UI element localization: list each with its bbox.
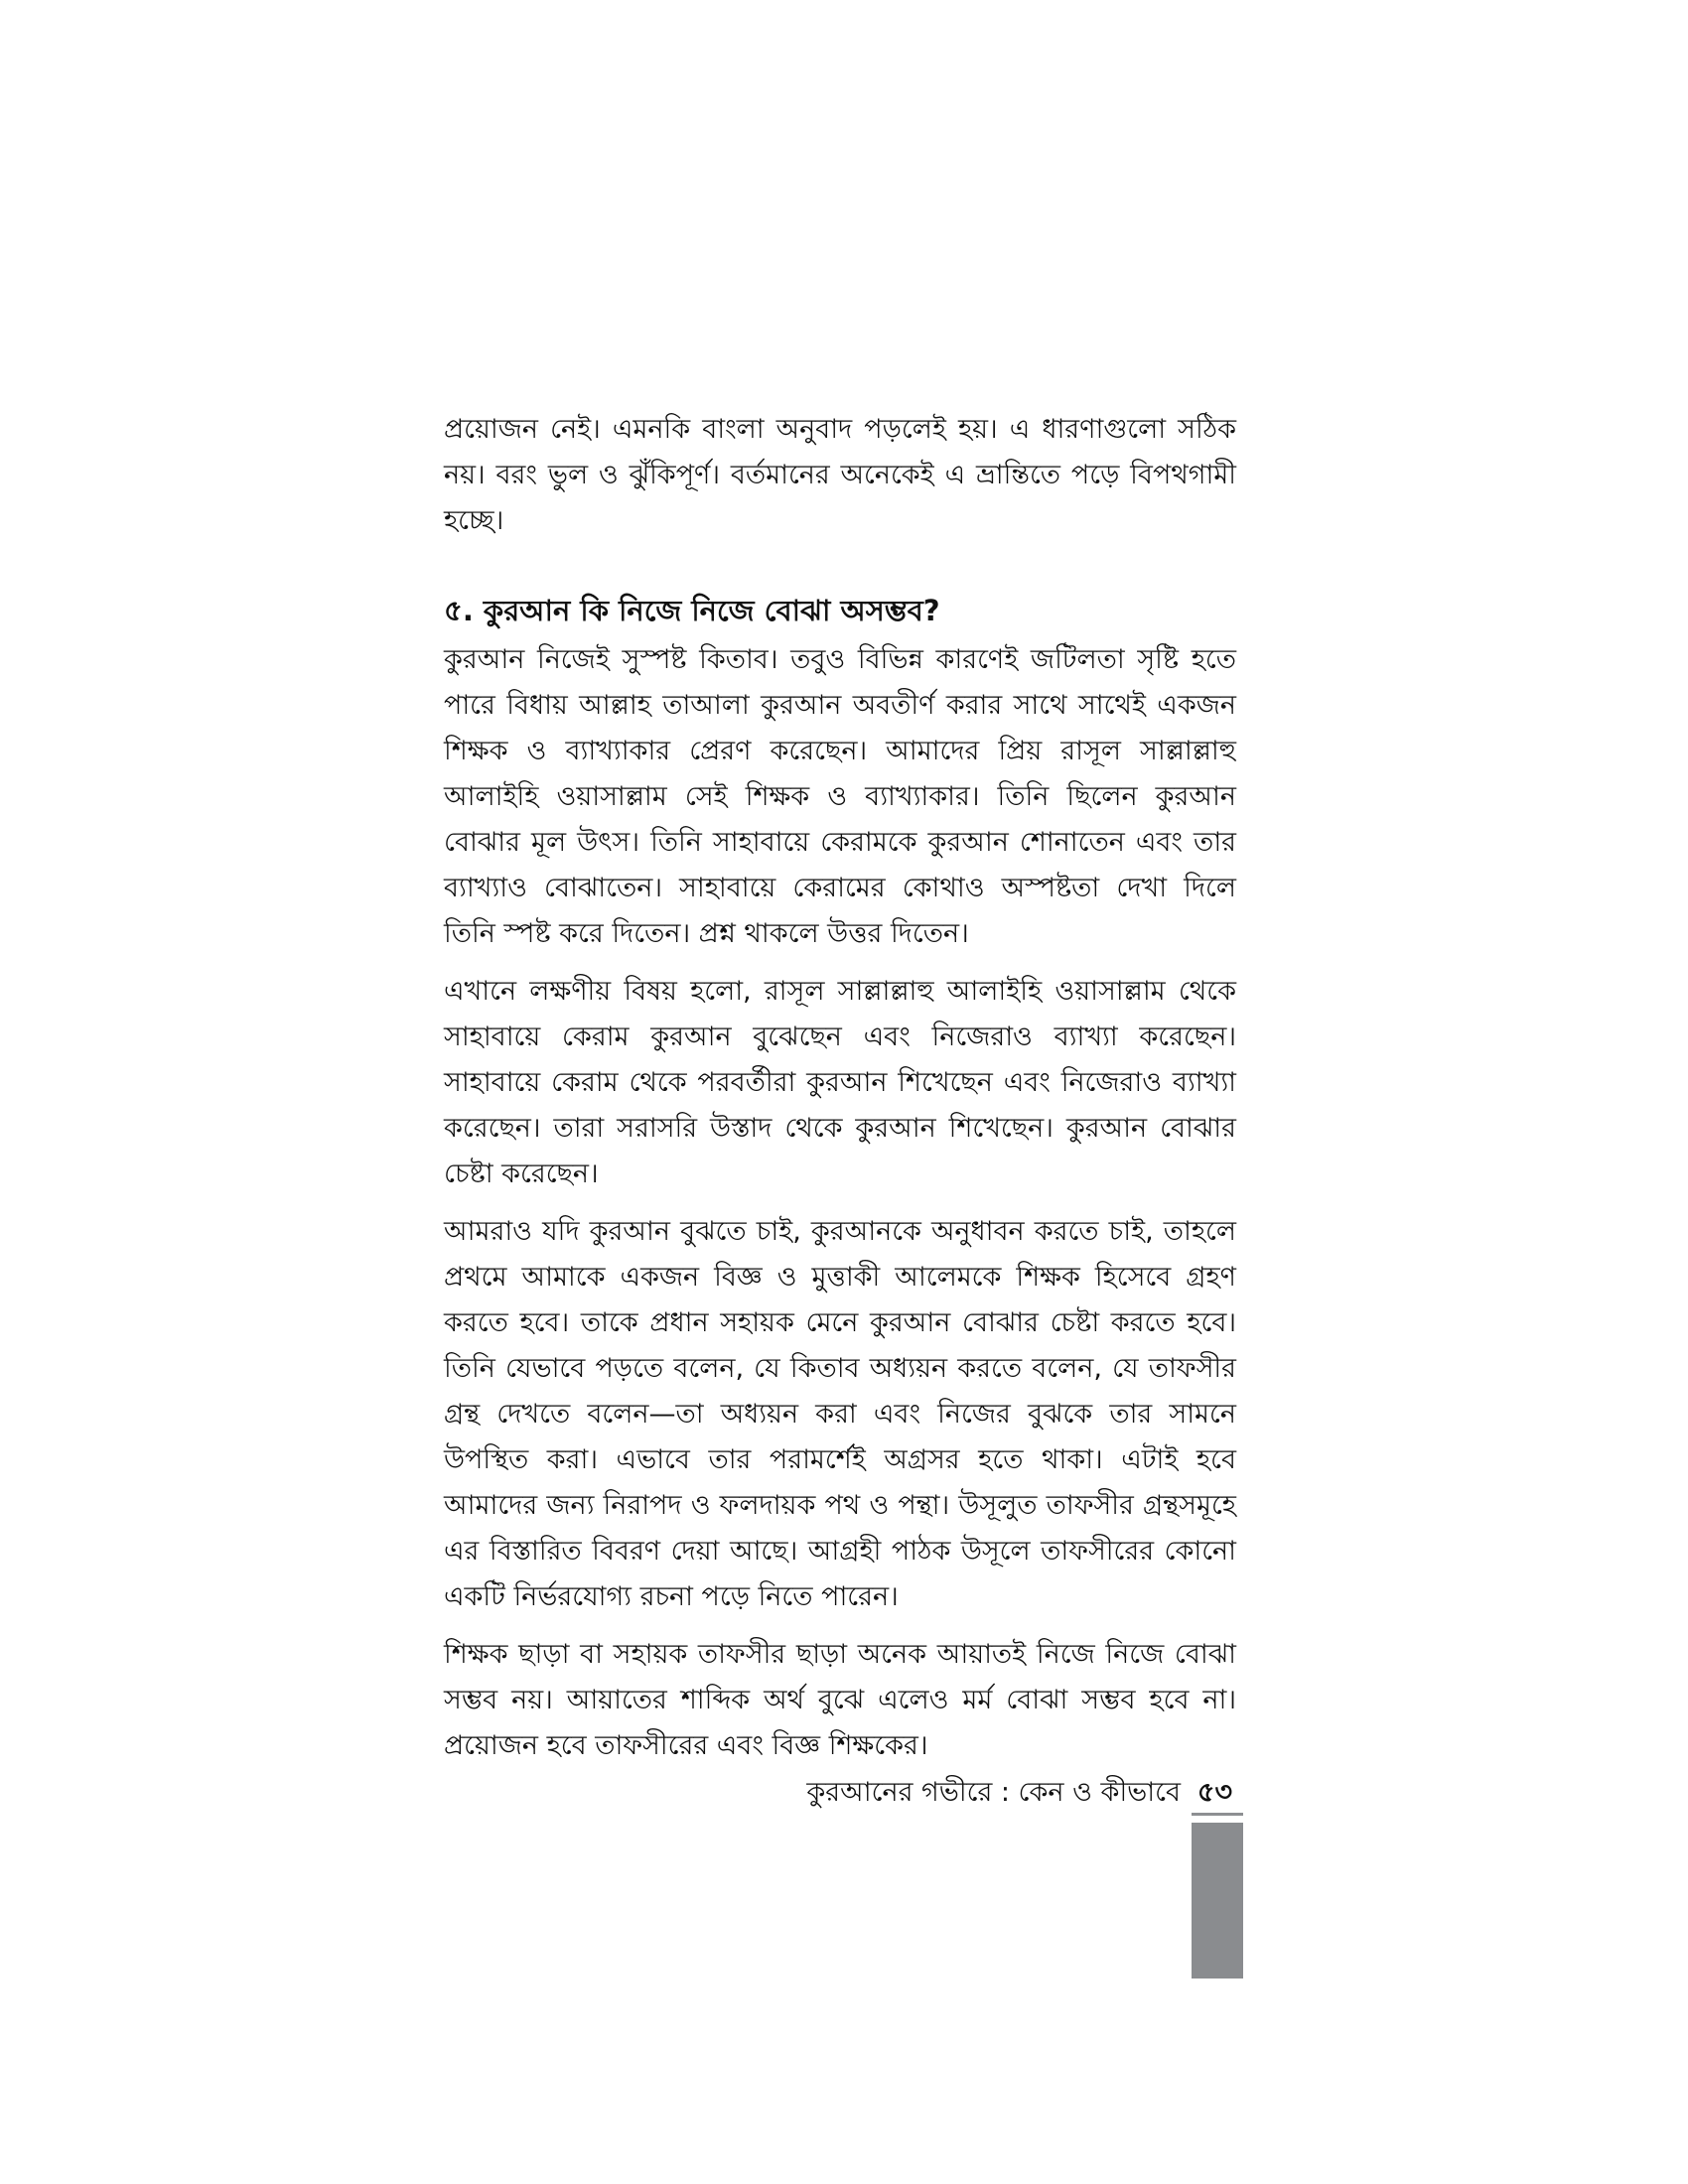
page-footer bbox=[444, 1772, 1238, 1814]
intro-paragraph: প্রয়োজন নেই। এমনকি বাংলা অনুবাদ পড়লেই হয়। এ ধারণাগুলো সঠিক নয়। বরং ভুল ও ঝুঁকিপূর্ণ। বর্তমানের অনেকেই এ ভ্রান্তিতে পড়ে বিপথগামী হচ্ছে। bbox=[444, 414, 1236, 536]
section-heading: ৫. কুরআন কি নিজে নিজে বোঝা অসম্ভব? bbox=[444, 594, 940, 627]
body-paragraph-4: শিক্ষক ছাড়া বা সহায়ক তাফসীর ছাড়া অনেক আয়াতই নিজে নিজে বোঝা সম্ভব নয়। আয়াতের শাব্দিক অর্থ বুঝে এলেও মর্ম বোঝা সম্ভব হবে না। প্রয়োজন হবে তাফসীরের এবং বিজ্ঞ শিক্ষকের। bbox=[444, 1639, 1236, 1761]
body-paragraph-1: কুরআন নিজেই সুস্পষ্ট কিতাব। তবুও বিভিন্ন কারণেই জটিলতা সৃষ্টি হতে পারে বিধায় আল্লাহ তাআলা কুরআন অবতীর্ণ করার সাথে সাথেই একজন শিক্ষক ও ব্যাখ্যাকার প্রেরণ করেছেন। আমাদের প্রিয় রাসূল সাল্লাল্লাহু আলাইহি ওয়াসাল্লাম সেই শিক্ষক ও ব্যাখ্যাকার। তিনি ছিলেন কুরআন বোঝার মূল উৎস। তিনি সাহাবায়ে কেরামকে কুরআন শোনাতেন এবং তার ব্যাখ্যাও বোঝাতেন। সাহাবায়ে কেরামের কোথাও অস্পষ্টতা দেখা দিলে তিনি স্পষ্ট করে দিতেন। প্রশ্ন থাকলে উত্তর দিতেন। bbox=[444, 644, 1236, 949]
page-body bbox=[444, 407, 1236, 1769]
running-title: কুরআনের গভীরে : কেন ও কীভাবে bbox=[806, 1777, 1181, 1808]
page-edge-tab bbox=[1192, 1823, 1243, 1979]
body-paragraph-2: এখানে লক্ষণীয় বিষয় হলো, রাসূল সাল্লাল্লাহু আলাইহি ওয়াসাল্লাম থেকে সাহাবায়ে কেরাম কুরআন বুঝেছেন এবং নিজেরাও ব্যাখ্যা করেছেন। সাহাবায়ে কেরাম থেকে পরবর্তীরা কুরআন শিখেছেন এবং নিজেরাও ব্যাখ্যা করেছেন। তারা সরাসরি উস্তাদ থেকে কুরআন শিখেছেন। কুরআন বোঝার চেষ্টা করেছেন। bbox=[444, 976, 1236, 1189]
page-number: ৫৩ bbox=[1196, 1777, 1232, 1808]
body-paragraph-3: আমরাও যদি কুরআন বুঝতে চাই, কুরআনকে অনুধাবন করতে চাই, তাহলে প্রথমে আমাকে একজন বিজ্ঞ ও মুত্তাকী আলেমকে শিক্ষক হিসেবে গ্রহণ করতে হবে। তাকে প্রধান সহায়ক মেনে কুরআন বোঝার চেষ্টা করতে হবে। তিনি যেভাবে পড়তে বলেন, যে কিতাব অধ্যয়ন করতে বলেন, যে তাফসীর গ্রন্থ দেখতে বলেন—তা অধ্যয়ন করা এবং নিজের বুঝকে তার সামনে উপস্থিত করা। এভাবে তার পরামর্শেই অগ্রসর হতে থাকা। এটাই হবে আমাদের জন্য নিরাপদ ও ফলদায়ক পথ ও পন্থা। উসূলুত তাফসীর গ্রন্থসমূহে এর বিস্তারিত বিবরণ দেয়া আছে। আগ্রহী পাঠক উসূলে তাফসীরের কোনো একটি নির্ভরযোগ্য রচনা পড়ে নিতে পারেন। bbox=[444, 1216, 1236, 1612]
footer-rule bbox=[1192, 1813, 1243, 1816]
